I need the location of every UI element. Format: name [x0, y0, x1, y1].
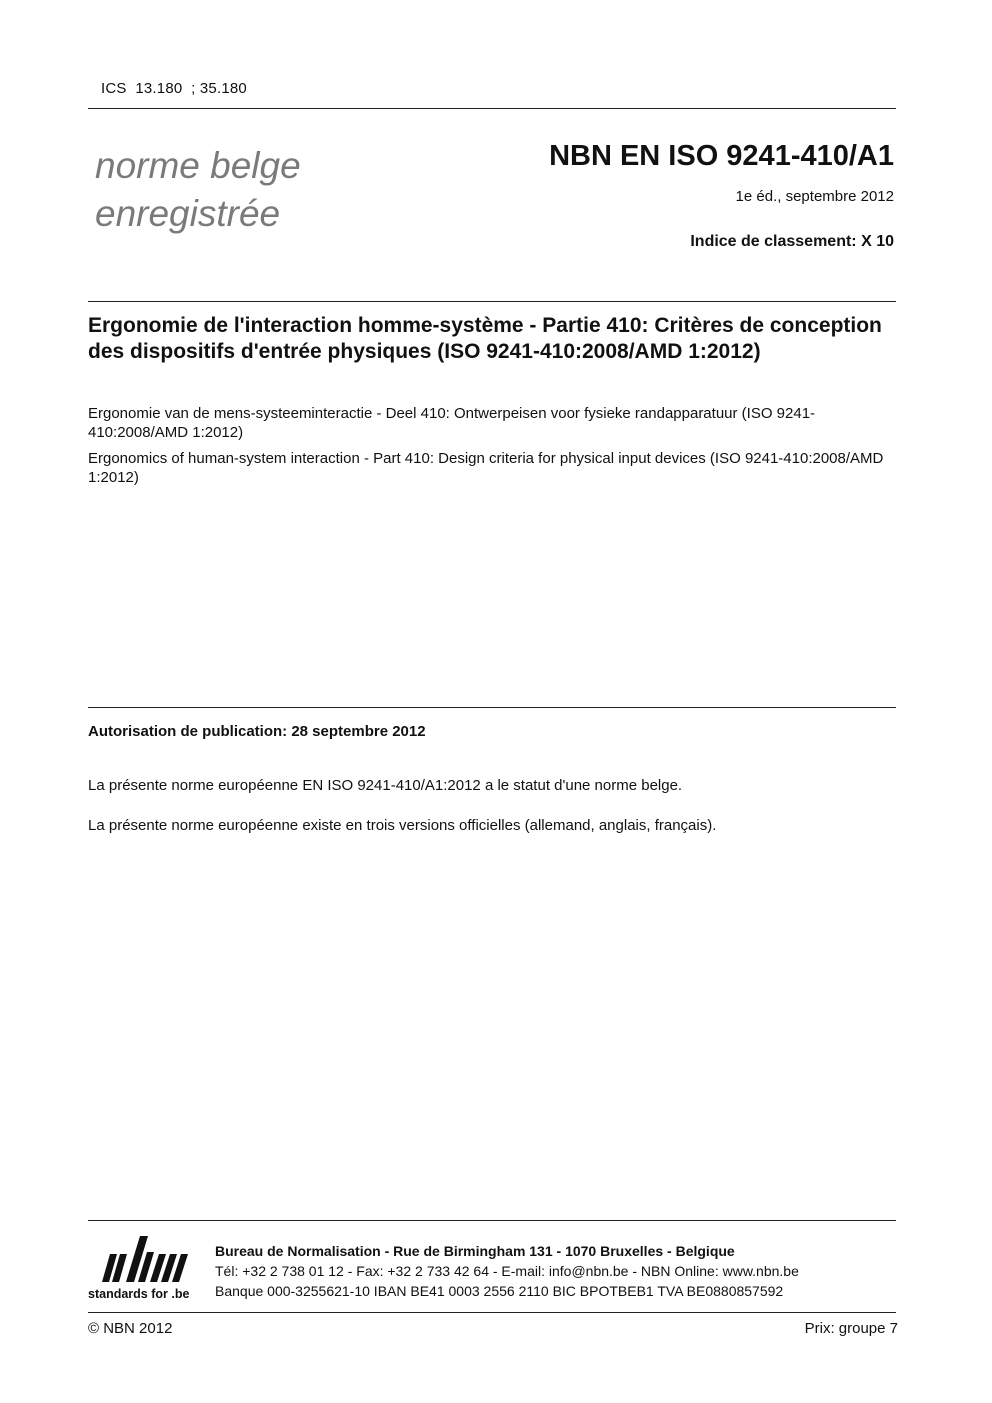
status-paragraph: La présente norme européenne EN ISO 9241-410/A1:2012 a le statut d'une norme belge. — [88, 777, 683, 794]
footer-address-block — [215, 1241, 799, 1301]
header-divider — [88, 108, 896, 109]
ics-code: ICS 13.180 ; 35.180 — [101, 80, 247, 97]
nbn-logo — [88, 1232, 203, 1307]
title-french: Ergonomie de l'interaction homme-système - Partie 410: Critères de conception des dispositifs d'entrée physiques (ISO 9241-410:2008/AMD 1:2012) — [88, 314, 882, 363]
title-divider — [88, 301, 896, 302]
classification-index: Indice de classement: X 10 — [690, 233, 894, 250]
standard-number: NBN EN ISO 9241-410/A1 — [549, 140, 894, 172]
nbn-logo-icon — [88, 1232, 203, 1284]
norme-belge-heading — [95, 142, 301, 238]
footer-address: Bureau de Normalisation - Rue de Birmingham 131 - 1070 Bruxelles - Belgique — [215, 1243, 735, 1259]
footer-contact: Tél: +32 2 738 01 12 - Fax: +32 2 733 42 64 - E-mail: info@nbn.be - NBN Online: www.nbn.be — [215, 1263, 799, 1279]
logo-tagline: standards for .be — [88, 1287, 190, 1301]
price-group: Prix: groupe 7 — [804, 1320, 898, 1337]
versions-paragraph: La présente norme européenne existe en trois versions officielles (allemand, anglais, français). — [88, 817, 717, 834]
publication-divider — [88, 707, 896, 708]
publication-authorisation: Autorisation de publication: 28 septembre 2012 — [88, 723, 426, 740]
edition-date: 1e éd., septembre 2012 — [735, 188, 894, 205]
footer-bank: Banque 000-3255621-10 IBAN BE41 0003 2556 2110 BIC BPOTBEB1 TVA BE0880857592 — [215, 1283, 784, 1299]
footer-divider — [88, 1220, 896, 1221]
copyright: © NBN 2012 — [88, 1320, 173, 1337]
title-english: Ergonomics of human-system interaction - Part 410: Design criteria for physical input devices (ISO 9241-410:2008/AMD 1:2012) — [88, 450, 884, 486]
norme-line-1: norme belge — [95, 145, 301, 186]
norme-line-2: enregistrée — [95, 193, 281, 234]
title-dutch: Ergonomie van de mens-systeeminteractie - Deel 410: Ontwerpeisen voor fysieke randapparatuur (ISO 9241-410:2008/AMD 1:2012) — [88, 405, 816, 441]
bottom-divider — [88, 1312, 896, 1313]
